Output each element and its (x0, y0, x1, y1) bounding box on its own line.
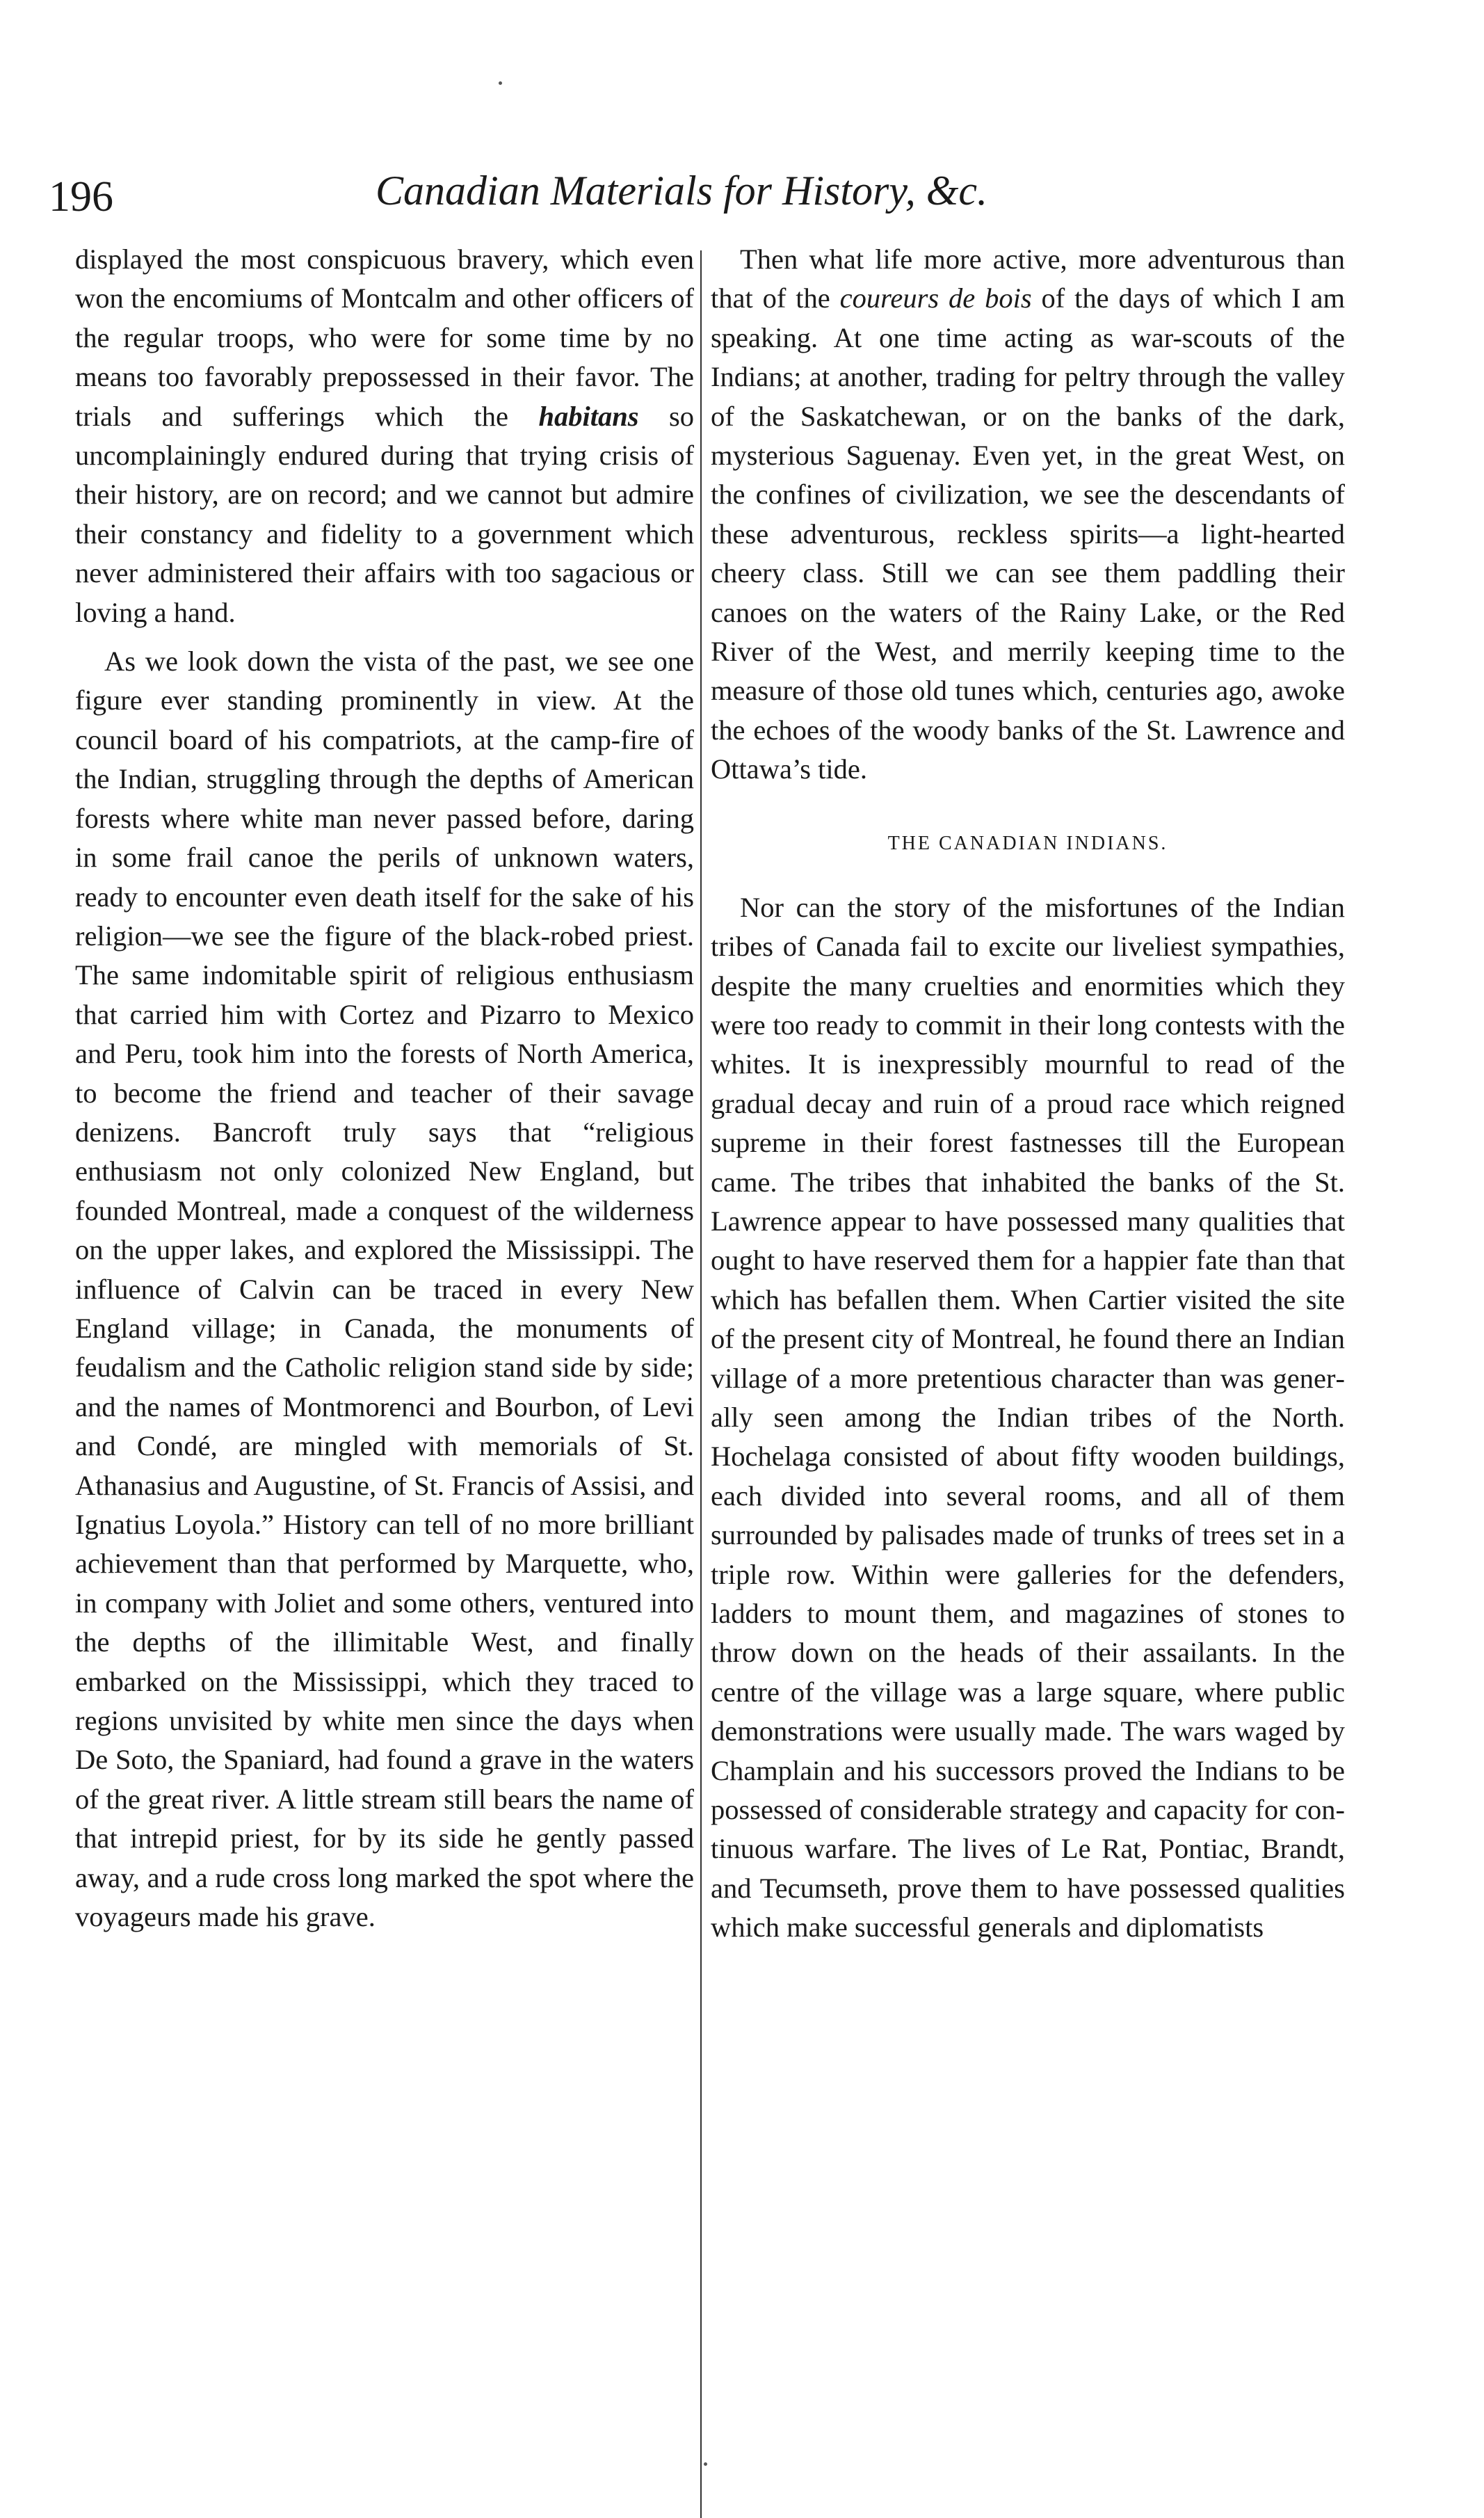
italic-term: coureurs de bois (839, 282, 1032, 314)
running-head: Canadian Materials for History, &c. (376, 168, 988, 214)
paragraph: Nor can the story of the misfortunes of the Indian tribes of Canada fail to excite our liveliest sympathies, despite the many cruelties and enormities which they were too ready to commit in their long contests with the whites. It is inexpressibly mournful to read of the gradual decay and ruin of a proud race which reigned supreme in their forest fastnesses till the European came. The tribes that inhabited the banks of the St. Lawrence appear to have possessed many qualities that ought to have reserved them for a happier fate than that which has befallen them. When Cartier visited the site of the present city of Montreal, he found there an Indian village of a more pretentious character than was generally seen among the Indian tribes of the North. Hochelaga consisted of about fifty wooden buildings, each divided into several rooms, and all of them surrounded by palisades made of trunks of trees set in a triple row. Within were galleries for the defenders, ladders to mount them, and magazines of stones to throw down on the heads of their assailants. In the centre of the village was a large square, where public demonstrations were usually made. The wars waged by Champlain and his successors proved the Indians to be possessed of considerable strategy and capacity for continuous warfare. The lives of Le Rat, Pontiac, Brandt, and Tecumseth, prove them to have possessed qualities which make successful generals and diplomatists (711, 891, 1345, 1943)
text-run: of the days of which I am speaking. At one time acting as war-scouts of the Indians; at another, trading for peltry through the valley of the Saskatchewan, or on the banks of the dark, mysterious Saguenay. Even yet, in the great West, on the confines of civilization, we see the descendants of these adventurous, reckless spirits—a light-hearted cheery class. Still we can see them paddling their canoes on the waters of the Rainy Lake, or the Red River of the West, and merrily keeping time to the measure of those old tunes which, centuries ago, awoke the echoes of the woody banks of the St. Lawrence and Ottawa’s tide. (711, 282, 1345, 785)
column-rule (700, 250, 702, 2518)
paragraph: As we look down the vista of the past, we see one figure ever standing prominently in view. At the council board of his compatriots, at the camp-fire of the Indian, struggling through the depths of American forests where white man never passed before, daring in some frail canoe the perils of unknown waters, ready to encounter even death itself for the sake of his religion—we see the figure of the black-robed priest. The same indomitable spirit of religious enthusiasm that carried him with Cortez and Pizarro to Mexico and Peru, took him into the forests of North America, to become the friend and teacher of their savage denizens. Bancroft truly says that “religious enthusiasm not only colonized New England, but founded Montreal, made a conquest of the wilderness on the upper lakes, and explored the Mississippi. The influence of Calvin can be traced in every New England village; in Canada, the monuments of feudalism and the Catholic religion stand side by side; and the names of Montmorenci and Bourbon, of Levi and Condé, are mingled with memorials of St. Athanasius and Augustine, of St. Francis of Assisi, and Ignatius Loyola.” History can tell of no more brilliant achievement than that performed by Marquette, who, in company with Joliet and some others, ventured into the depths of the illimitable West, and finally embarked on the Mississippi, which they traced to regions unvisited by white men since the days when De Soto, the Spaniard, had found a grave in the waters of the great river. A little stream still bears the name of that intrepid priest, for by its side he gently passed away, and a rude cross long marked the spot where the voyageurs made his grave. (75, 645, 694, 1933)
page-number: 196 (49, 173, 113, 220)
print-speck (499, 81, 502, 85)
print-speck (704, 2462, 707, 2466)
text-run: Then what life more active, more adventurous than that of the (711, 243, 1345, 314)
italic-term: habitans (538, 400, 639, 432)
text-run: so uncomplainingly endured during that trying crisis of their history, are on record; and we cannot but admire their constancy and fidelity to a government which never administered their affairs with too sagacious or loving a hand. (75, 400, 695, 628)
left-column (75, 240, 694, 1936)
paragraph (711, 240, 1345, 789)
right-column (711, 240, 1345, 1948)
text-run: displayed the most conspicuous bravery, which even won the encomiums of Montcalm and other officers of the regular troops, who were for some time by no means too favorably prepossessed in their favor. The trials and sufferings which the (75, 243, 694, 432)
section-heading: THE CANADIAN INDIANS. (887, 832, 1168, 854)
paragraph (75, 240, 694, 632)
